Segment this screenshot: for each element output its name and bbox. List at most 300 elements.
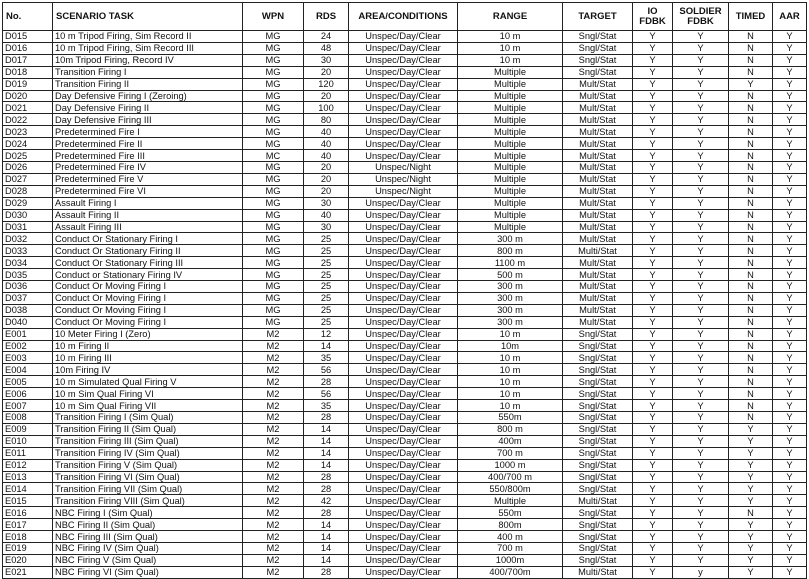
cell-scenario-task: Conduct Or Stationary Firing II [53,245,243,257]
cell-timed: N [729,340,773,352]
cell-soldier-fdbk: Y [673,150,729,162]
cell-timed: N [729,102,773,114]
header-io-fdbk: IO FDBK [633,3,673,31]
cell-wpn: MG [243,257,304,269]
cell-scenario-task: Predetermined Fire V [53,173,243,185]
cell-range: Multiple [458,495,563,507]
cell-io-fdbk: Y [633,364,673,376]
cell-io-fdbk: Y [633,233,673,245]
cell-target: Mult/Stat [563,150,633,162]
table-row [3,281,807,293]
cell-wpn: MG [243,269,304,281]
cell-area-conditions: Unspec/Day/Clear [349,138,458,150]
cell-scenario-task: Transition Firing II (Sim Qual) [53,423,243,435]
cell-io-fdbk: Y [633,161,673,173]
cell-io-fdbk: Y [633,352,673,364]
cell-wpn: M2 [243,435,304,447]
cell-target: Sngl/Stat [563,412,633,424]
cell-target: Sngl/Stat [563,483,633,495]
table-row [3,423,807,435]
cell-range: Multiple [458,221,563,233]
cell-soldier-fdbk: Y [673,400,729,412]
cell-scenario-task: Conduct Or Moving Firing I [53,281,243,293]
cell-wpn: M2 [243,376,304,388]
scenario-table [2,2,807,579]
table-row [3,447,807,459]
cell-range: 800 m [458,245,563,257]
cell-range: 10 m [458,42,563,54]
cell-aar: Y [773,483,807,495]
cell-wpn: MG [243,233,304,245]
cell-io-fdbk: Y [633,269,673,281]
table-row [3,197,807,209]
cell-no: E014 [3,483,53,495]
cell-area-conditions: Unspec/Day/Clear [349,221,458,233]
cell-target: Mult/Stat [563,161,633,173]
table-row [3,328,807,340]
cell-scenario-task: NBC Firing VI (Sim Qual) [53,566,243,578]
cell-timed: N [729,66,773,78]
cell-timed: N [729,269,773,281]
cell-rds: 30 [304,197,349,209]
cell-range: 300 m [458,292,563,304]
cell-timed: N [729,412,773,424]
table-row [3,471,807,483]
cell-io-fdbk: Y [633,292,673,304]
cell-area-conditions: Unspec/Day/Clear [349,400,458,412]
cell-rds: 14 [304,423,349,435]
cell-no: D028 [3,185,53,197]
cell-timed: N [729,304,773,316]
cell-timed: Y [729,435,773,447]
cell-soldier-fdbk: Y [673,447,729,459]
cell-aar: Y [773,66,807,78]
cell-soldier-fdbk: Y [673,364,729,376]
cell-timed: N [729,292,773,304]
cell-aar: Y [773,423,807,435]
cell-io-fdbk: Y [633,173,673,185]
cell-area-conditions: Unspec/Day/Clear [349,316,458,328]
cell-soldier-fdbk: Y [673,471,729,483]
cell-wpn: MG [243,42,304,54]
cell-target: Sngl/Stat [563,340,633,352]
cell-rds: 20 [304,185,349,197]
cell-soldier-fdbk: Y [673,340,729,352]
cell-no: D034 [3,257,53,269]
cell-timed: N [729,233,773,245]
cell-no: E005 [3,376,53,388]
cell-area-conditions: Unspec/Day/Clear [349,328,458,340]
cell-scenario-task: Day Defensive Firing I (Zeroing) [53,90,243,102]
table-row [3,388,807,400]
cell-io-fdbk: Y [633,435,673,447]
cell-area-conditions: Unspec/Day/Clear [349,531,458,543]
table-row [3,531,807,543]
cell-target: Mult/Stat [563,233,633,245]
cell-aar: Y [773,102,807,114]
cell-wpn: M2 [243,554,304,566]
cell-target: Sngl/Stat [563,31,633,43]
cell-rds: 35 [304,400,349,412]
cell-timed: N [729,90,773,102]
cell-wpn: MG [243,245,304,257]
cell-scenario-task: Transition Firing II [53,78,243,90]
header-area-conditions: AREA/CONDITIONS [349,3,458,31]
table-row [3,66,807,78]
header-scenario-task: SCENARIO TASK [53,3,243,31]
cell-wpn: MG [243,281,304,293]
table-row [3,173,807,185]
cell-soldier-fdbk: Y [673,352,729,364]
cell-timed: N [729,150,773,162]
cell-rds: 20 [304,161,349,173]
cell-no: E009 [3,423,53,435]
cell-target: Sngl/Stat [563,400,633,412]
table-row [3,507,807,519]
cell-rds: 28 [304,471,349,483]
cell-area-conditions: Unspec/Day/Clear [349,423,458,435]
cell-scenario-task: Assault Firing II [53,209,243,221]
cell-no: E012 [3,459,53,471]
cell-aar: Y [773,459,807,471]
cell-scenario-task: Transition Firing IV (Sim Qual) [53,447,243,459]
table-row [3,209,807,221]
table-row [3,245,807,257]
cell-timed: Y [729,554,773,566]
header-target: TARGET [563,3,633,31]
cell-scenario-task: Conduct Or Stationary Firing III [53,257,243,269]
cell-wpn: MG [243,66,304,78]
cell-soldier-fdbk: Y [673,507,729,519]
cell-io-fdbk: Y [633,495,673,507]
cell-soldier-fdbk: Y [673,281,729,293]
cell-wpn: MG [243,185,304,197]
cell-soldier-fdbk: Y [673,209,729,221]
cell-io-fdbk: Y [633,531,673,543]
cell-timed: N [729,352,773,364]
cell-aar: Y [773,542,807,554]
cell-scenario-task: Conduct Or Stationary Firing I [53,233,243,245]
cell-wpn: M2 [243,423,304,435]
table-row [3,292,807,304]
cell-scenario-task: Day Defensive Firing II [53,102,243,114]
cell-soldier-fdbk: Y [673,328,729,340]
cell-rds: 40 [304,150,349,162]
cell-aar: Y [773,340,807,352]
table-header [3,3,807,31]
cell-aar: Y [773,507,807,519]
table-row [3,233,807,245]
cell-soldier-fdbk: Y [673,316,729,328]
table-row [3,42,807,54]
cell-rds: 80 [304,114,349,126]
cell-target: Sngl/Stat [563,459,633,471]
cell-no: D031 [3,221,53,233]
cell-no: D026 [3,161,53,173]
cell-target: Sngl/Stat [563,352,633,364]
cell-soldier-fdbk: Y [673,542,729,554]
cell-target: Mult/Stat [563,138,633,150]
cell-area-conditions: Unspec/Day/Clear [349,507,458,519]
cell-area-conditions: Unspec/Day/Clear [349,352,458,364]
cell-range: 300 m [458,281,563,293]
cell-timed: N [729,257,773,269]
cell-scenario-task: Conduct Or Moving Firing I [53,292,243,304]
cell-range: Multiple [458,185,563,197]
table-row [3,435,807,447]
cell-scenario-task: 10 m Tripod Firing, Sim Record II [53,31,243,43]
cell-scenario-task: 10 m Tripod Firing, Sim Record III [53,42,243,54]
cell-timed: Y [729,495,773,507]
cell-no: E011 [3,447,53,459]
cell-area-conditions: Unspec/Day/Clear [349,66,458,78]
cell-aar: Y [773,495,807,507]
cell-soldier-fdbk: Y [673,388,729,400]
cell-area-conditions: Unspec/Night [349,161,458,173]
cell-no: D040 [3,316,53,328]
cell-soldier-fdbk: Y [673,483,729,495]
cell-scenario-task: Transition Firing I [53,66,243,78]
cell-target: Sngl/Stat [563,328,633,340]
cell-aar: Y [773,471,807,483]
cell-timed: Y [729,78,773,90]
cell-aar: Y [773,42,807,54]
cell-io-fdbk: Y [633,66,673,78]
cell-aar: Y [773,54,807,66]
cell-scenario-task: Transition Firing I (Sim Qual) [53,412,243,424]
cell-target: Multi/Stat [563,245,633,257]
cell-scenario-task: NBC Firing IV (Sim Qual) [53,542,243,554]
table-row [3,459,807,471]
cell-soldier-fdbk: Y [673,245,729,257]
table-row [3,412,807,424]
cell-scenario-task: Predetermined Fire II [53,138,243,150]
cell-io-fdbk: Y [633,316,673,328]
table-row [3,400,807,412]
cell-range: Multiple [458,114,563,126]
table-row [3,554,807,566]
cell-aar: Y [773,150,807,162]
cell-target: Sngl/Stat [563,435,633,447]
cell-wpn: MG [243,78,304,90]
cell-no: D030 [3,209,53,221]
table-row [3,161,807,173]
cell-soldier-fdbk: Y [673,114,729,126]
cell-soldier-fdbk: Y [673,138,729,150]
cell-no: D019 [3,78,53,90]
cell-rds: 14 [304,519,349,531]
table-row [3,566,807,578]
cell-rds: 20 [304,90,349,102]
table-row [3,364,807,376]
cell-area-conditions: Unspec/Day/Clear [349,42,458,54]
cell-no: D017 [3,54,53,66]
table-row [3,54,807,66]
cell-soldier-fdbk: Y [673,161,729,173]
cell-target: Sngl/Stat [563,531,633,543]
table-row [3,352,807,364]
cell-area-conditions: Unspec/Day/Clear [349,435,458,447]
cell-no: E006 [3,388,53,400]
table-row [3,150,807,162]
cell-range: Multiple [458,102,563,114]
cell-io-fdbk: Y [633,209,673,221]
table-row [3,269,807,281]
cell-no: D036 [3,281,53,293]
header-aar: AAR [773,3,807,31]
cell-target: Sngl/Stat [563,42,633,54]
cell-soldier-fdbk: Y [673,292,729,304]
cell-rds: 56 [304,388,349,400]
cell-timed: N [729,54,773,66]
cell-wpn: MG [243,114,304,126]
cell-range: 550m [458,412,563,424]
cell-aar: Y [773,221,807,233]
cell-timed: N [729,126,773,138]
cell-timed: N [729,173,773,185]
cell-io-fdbk: Y [633,102,673,114]
cell-timed: Y [729,423,773,435]
cell-area-conditions: Unspec/Day/Clear [349,257,458,269]
cell-no: E017 [3,519,53,531]
cell-scenario-task: NBC Firing III (Sim Qual) [53,531,243,543]
cell-scenario-task: 10m Tripod Firing, Record IV [53,54,243,66]
cell-aar: Y [773,185,807,197]
cell-area-conditions: Unspec/Day/Clear [349,471,458,483]
cell-wpn: MG [243,316,304,328]
table-row [3,221,807,233]
cell-rds: 40 [304,209,349,221]
cell-range: 10 m [458,364,563,376]
cell-wpn: MG [243,31,304,43]
cell-scenario-task: 10 Meter Firing I (Zero) [53,328,243,340]
cell-io-fdbk: Y [633,328,673,340]
cell-target: Sngl/Stat [563,364,633,376]
cell-rds: 14 [304,531,349,543]
cell-no: D037 [3,292,53,304]
cell-io-fdbk: Y [633,78,673,90]
header-timed: TIMED [729,3,773,31]
cell-wpn: MG [243,90,304,102]
cell-soldier-fdbk: Y [673,185,729,197]
cell-aar: Y [773,554,807,566]
cell-target: Sngl/Stat [563,542,633,554]
cell-target: Mult/Stat [563,114,633,126]
cell-wpn: M2 [243,412,304,424]
cell-target: Multi/Stat [563,566,633,578]
cell-target: Mult/Stat [563,257,633,269]
cell-wpn: M2 [243,352,304,364]
cell-timed: N [729,364,773,376]
cell-io-fdbk: Y [633,483,673,495]
cell-io-fdbk: Y [633,245,673,257]
table-row [3,483,807,495]
cell-aar: Y [773,447,807,459]
cell-target: Sngl/Stat [563,66,633,78]
cell-area-conditions: Unspec/Day/Clear [349,209,458,221]
cell-soldier-fdbk: Y [673,495,729,507]
cell-io-fdbk: Y [633,150,673,162]
cell-io-fdbk: Y [633,388,673,400]
cell-range: 400/700m [458,566,563,578]
cell-soldier-fdbk: Y [673,554,729,566]
cell-range: 400m [458,435,563,447]
cell-no: D038 [3,304,53,316]
cell-timed: N [729,138,773,150]
cell-aar: Y [773,388,807,400]
cell-scenario-task: Predetermined Fire I [53,126,243,138]
table-row [3,114,807,126]
cell-soldier-fdbk: Y [673,90,729,102]
cell-aar: Y [773,376,807,388]
cell-area-conditions: Unspec/Day/Clear [349,102,458,114]
cell-timed: N [729,316,773,328]
cell-rds: 14 [304,447,349,459]
cell-area-conditions: Unspec/Day/Clear [349,126,458,138]
cell-io-fdbk: Y [633,304,673,316]
cell-no: D023 [3,126,53,138]
cell-no: E007 [3,400,53,412]
cell-rds: 25 [304,316,349,328]
cell-aar: Y [773,245,807,257]
cell-range: 550m [458,507,563,519]
cell-rds: 25 [304,269,349,281]
cell-area-conditions: Unspec/Day/Clear [349,483,458,495]
cell-io-fdbk: Y [633,566,673,578]
cell-soldier-fdbk: Y [673,435,729,447]
cell-range: Multiple [458,138,563,150]
cell-aar: Y [773,435,807,447]
cell-soldier-fdbk: Y [673,221,729,233]
cell-timed: N [729,281,773,293]
cell-wpn: MG [243,173,304,185]
cell-timed: N [729,209,773,221]
cell-io-fdbk: Y [633,197,673,209]
cell-timed: Y [729,459,773,471]
cell-target: Mult/Stat [563,90,633,102]
cell-aar: Y [773,173,807,185]
cell-io-fdbk: Y [633,90,673,102]
table-row [3,542,807,554]
cell-area-conditions: Unspec/Day/Clear [349,150,458,162]
cell-area-conditions: Unspec/Day/Clear [349,54,458,66]
cell-no: D015 [3,31,53,43]
table-row [3,102,807,114]
cell-scenario-task: Conduct Or Moving Firing I [53,316,243,328]
table-row [3,31,807,43]
cell-rds: 14 [304,554,349,566]
cell-wpn: MG [243,126,304,138]
cell-scenario-task: NBC Firing II (Sim Qual) [53,519,243,531]
cell-soldier-fdbk: Y [673,78,729,90]
cell-range: 1000 m [458,459,563,471]
cell-range: 10 m [458,54,563,66]
cell-range: Multiple [458,90,563,102]
cell-no: D021 [3,102,53,114]
cell-rds: 14 [304,542,349,554]
cell-rds: 25 [304,233,349,245]
cell-soldier-fdbk: Y [673,304,729,316]
cell-soldier-fdbk: Y [673,54,729,66]
cell-aar: Y [773,292,807,304]
cell-area-conditions: Unspec/Day/Clear [349,78,458,90]
cell-range: 10 m [458,376,563,388]
cell-wpn: M2 [243,388,304,400]
table-row [3,519,807,531]
cell-no: E003 [3,352,53,364]
cell-io-fdbk: Y [633,126,673,138]
cell-io-fdbk: Y [633,281,673,293]
